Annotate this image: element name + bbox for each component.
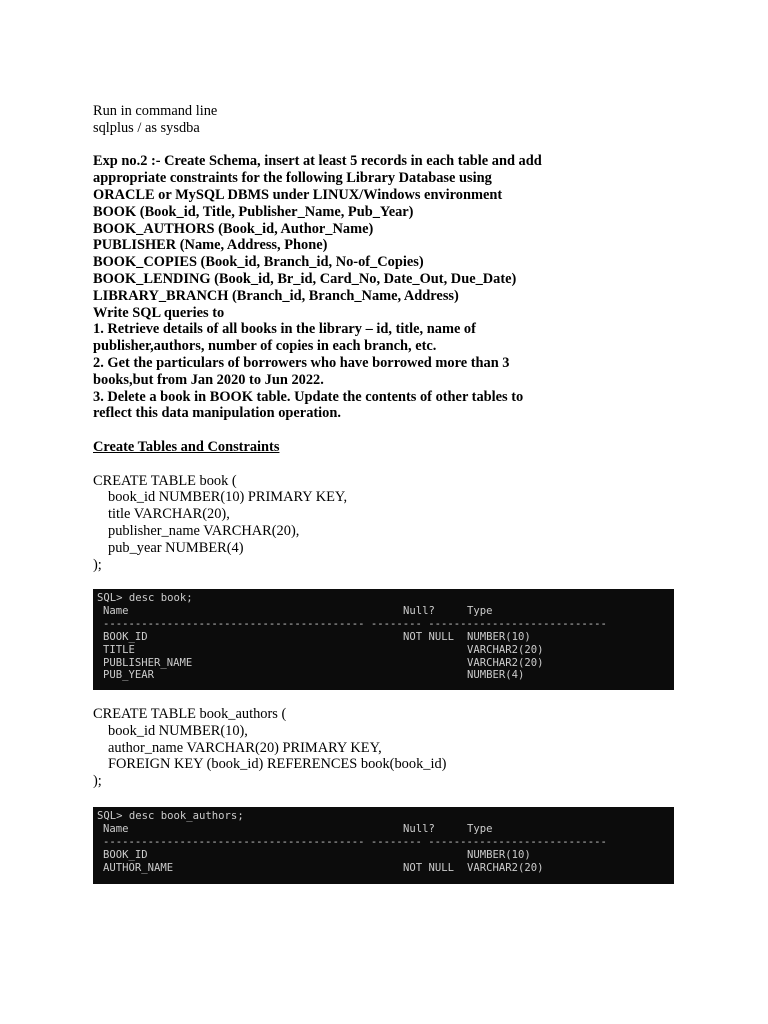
- console-prompt: SQL> desc book_authors;: [97, 810, 244, 822]
- create-authors-block: [93, 706, 693, 790]
- exp-line: BOOK_COPIES (Book_id, Branch_id, No-of_Copies): [93, 254, 424, 271]
- sql-line: );: [93, 556, 102, 573]
- intro-line-2: sqlplus / as sysdba: [93, 119, 200, 136]
- exp-line: Write SQL queries to: [93, 304, 225, 321]
- exp-line: ORACLE or MySQL DBMS under LINUX/Windows environment: [93, 186, 503, 203]
- console-row: BOOK_ID NOT NULL NUMBER(10): [103, 630, 531, 643]
- document-page: [93, 103, 693, 573]
- experiment-description: [93, 153, 693, 422]
- exp-line: appropriate constraints for the following Library Database using: [93, 170, 492, 187]
- sql-line: );: [93, 773, 102, 790]
- exp-line: 3. Delete a book in BOOK table. Update the contents of other tables to: [93, 388, 524, 405]
- exp-line: BOOK (Book_id, Title, Publisher_Name, Pub_Year): [93, 203, 414, 220]
- exp-line: BOOK_AUTHORS (Book_id, Author_Name): [93, 220, 374, 237]
- console-row: BOOK_ID NUMBER(10): [103, 848, 531, 861]
- console-row: TITLE VARCHAR2(20): [103, 643, 544, 656]
- console-row: AUTHOR_NAME NOT NULL VARCHAR2(20): [103, 861, 544, 874]
- sql-line: CREATE TABLE book (: [93, 472, 237, 489]
- console-desc-book: [93, 589, 674, 690]
- console-separator: ----------------------------------------- -------- ----------------------------: [103, 835, 607, 848]
- console-header: Name Null? Type: [103, 604, 493, 617]
- exp-line: Exp no.2 :- Create Schema, insert at least 5 records in each table and add: [93, 153, 542, 170]
- exp-line: 2. Get the particulars of borrowers who have borrowed more than 3: [93, 354, 510, 371]
- console-separator: ----------------------------------------- -------- ----------------------------: [103, 617, 607, 630]
- console-desc-book-authors: [93, 807, 674, 884]
- console-header: Name Null? Type: [103, 822, 493, 835]
- exp-line: PUBLISHER (Name, Address, Phone): [93, 237, 328, 254]
- sql-line: pub_year NUMBER(4): [108, 539, 244, 556]
- sql-line: CREATE TABLE book_authors (: [93, 706, 287, 722]
- exp-line: LIBRARY_BRANCH (Branch_id, Branch_Name, Address): [93, 287, 459, 304]
- console-prompt: SQL> desc book;: [97, 592, 193, 604]
- sql-line: FOREIGN KEY (book_id) REFERENCES book(book_id): [108, 756, 447, 773]
- section-heading: Create Tables and Constraints: [93, 438, 280, 455]
- sql-line: book_id NUMBER(10) PRIMARY KEY,: [108, 489, 348, 506]
- exp-line: reflect this data manipulation operation.: [93, 405, 341, 422]
- console-row: PUBLISHER_NAME VARCHAR2(20): [103, 656, 544, 669]
- create-book-statement: [93, 473, 693, 574]
- exp-line: books,but from Jan 2020 to Jun 2022.: [93, 371, 324, 388]
- exp-line: publisher,authors, number of copies in each branch, etc.: [93, 338, 437, 355]
- console-row: PUB_YEAR NUMBER(4): [103, 669, 525, 682]
- sql-line: book_id NUMBER(10),: [108, 722, 248, 739]
- sql-line: author_name VARCHAR(20) PRIMARY KEY,: [108, 739, 382, 756]
- intro-line-1: Run in command line: [93, 103, 218, 119]
- exp-line: 1. Retrieve details of all books in the library – id, title, name of: [93, 321, 476, 338]
- sql-line: title VARCHAR(20),: [108, 506, 230, 523]
- exp-line: BOOK_LENDING (Book_id, Br_id, Card_No, Date_Out, Due_Date): [93, 270, 517, 287]
- sql-line: publisher_name VARCHAR(20),: [108, 522, 300, 539]
